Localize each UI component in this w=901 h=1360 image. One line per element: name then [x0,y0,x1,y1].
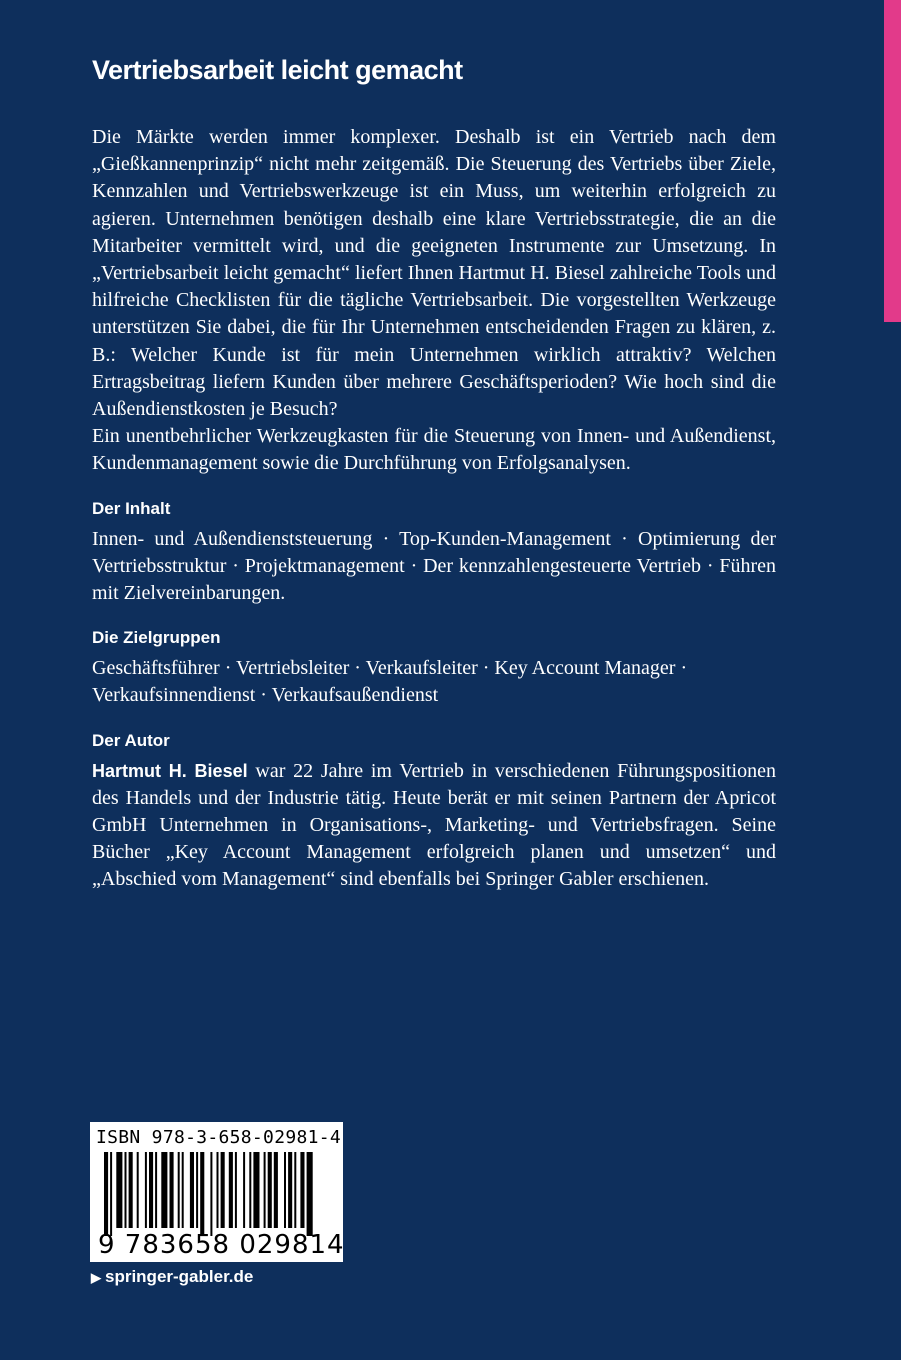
book-title: Vertriebsarbeit leicht gemacht [92,55,463,85]
barcode-bar [210,1152,212,1236]
section-heading-zielgruppen: Die Zielgruppen [92,628,221,648]
barcode-bar [161,1152,167,1228]
barcode-bar [196,1152,198,1228]
barcode-bar [190,1152,194,1228]
barcode-bar [294,1152,296,1228]
barcode-bar [182,1152,184,1228]
barcode-bar [145,1152,147,1228]
barcode-bar [170,1152,174,1228]
barcode-bar [125,1152,127,1228]
barcode-bar [149,1152,153,1228]
isbn-label: ISBN 978-3-658-02981-4 [96,1127,342,1148]
publisher-website [91,1267,253,1287]
barcode-bar [235,1152,237,1228]
barcode-bar [116,1152,122,1228]
website-text: springer-gabler.de [105,1267,254,1286]
author-name: Hartmut H. Biesel [92,760,248,781]
accent-bar [884,0,901,322]
section-heading-autor: Der Autor [92,730,170,750]
intro-closing-text: Ein unentbehrlicher Werkzeugkasten für die Steuerung von Innen- und Außendienst, Kundenmanagement sowie die Durchführung von Erfolgsanalysen. [92,425,776,475]
barcode-bar [200,1152,204,1236]
barcode-bar [253,1152,259,1228]
section-heading-inhalt: Der Inhalt [92,498,171,518]
barcode-bar [155,1152,157,1228]
barcode-bar [217,1152,219,1228]
barcode-bar [284,1152,286,1228]
barcode-bar [249,1152,251,1228]
section-text-inhalt: Innen- und Außendienststeuerung · Top-Kunden-Management · Optimierung der Vertriebsstruktur · Projektmanagement · Der kennzahlengesteuerte Vertrieb · Führen mit Zielvereinbarungen. [92,527,776,605]
section-text-autor [92,758,776,894]
barcode-bar [268,1152,272,1228]
ean-digits: 9 783658 029814 [98,1230,345,1260]
barcode-bar [178,1152,180,1228]
barcode-bar [129,1152,133,1228]
author-bio: war 22 Jahre im Vertrieb in verschiedenen Führungspositionen des Handels und der Industrie tätig. Heute berät er mit seinen Partnern der Apricot GmbH Unternehmen in Organisations-, Marketing- und Vertriebsfragen. Seine Bücher „Key Account Management erfolgreich planen und umsetzen“ und „Abschied vom Management“ sind ebenfalls bei Springer Gabler erschienen. [92,759,776,891]
triangle-arrow-icon: ▶ [91,1270,101,1285]
barcode-bar [110,1152,112,1236]
barcode-bar [288,1152,292,1228]
barcode-bar [274,1152,278,1228]
barcode-bar [137,1152,139,1228]
barcode-bar [307,1152,313,1236]
barcode-bar [229,1152,233,1228]
section-text-zielgruppen: Geschäftsführer · Vertriebsleiter · Verkaufsleiter · Key Account Manager · Verkaufsinnendienst · Verkaufsaußendienst [92,657,688,707]
isbn-barcode [90,1122,343,1262]
barcode-bar [243,1152,245,1228]
barcode-bar [221,1152,225,1228]
barcode-bar [264,1152,266,1228]
intro-text: Die Märkte werden immer komplexer. Deshalb ist ein Vertrieb nach dem „Gießkannenprinzip“ nicht mehr zeitgemäß. Die Steuerung des Vertriebs über Ziele, Kennzahlen und Vertriebswerkzeuge ist ein Muss, um weiterhin erfolgreich zu agieren. Unternehmen benötigen deshalb eine klare Vertriebsstrategie, die an die Mitarbeiter vermittelt wird, und die geeigneten Instrumente zur Umsetzung. In „Vertriebsarbeit leicht gemacht“ liefert Ihnen Hartmut H. Biesel zahlreiche Tools und hilfreiche Checklisten für die tägliche Vertriebsarbeit. Die vorgestellten Werkzeuge unterstützen Sie dabei, die für Ihr Unternehmen entscheidenden Fragen zu klären, z. B.: Welcher Kunde ist für mein Unternehmen wirklich attraktiv? Welchen Ertragsbeitrag liefern Kunden über mehrere Geschäftsperioden? Wie hoch sind die Außendienstkosten je Besuch? [92,126,776,421]
barcode-bar [104,1152,108,1236]
back-cover-content [92,52,776,894]
barcode-bar [300,1152,304,1228]
